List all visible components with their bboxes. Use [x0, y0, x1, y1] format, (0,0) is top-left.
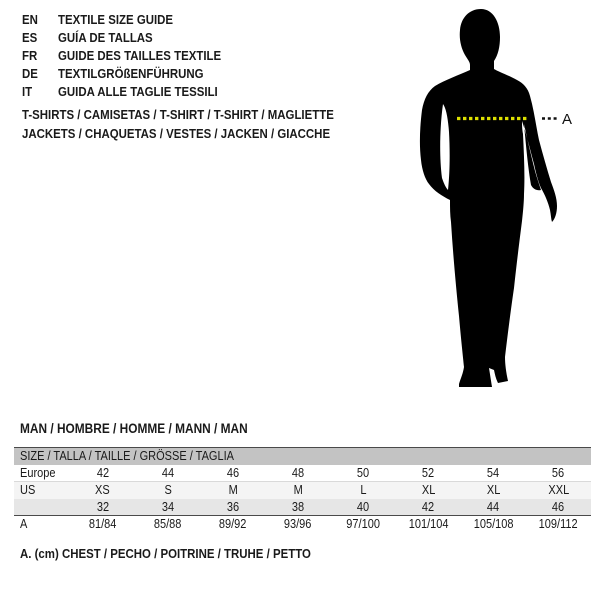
- cell: 42: [422, 500, 435, 514]
- row-label: US: [20, 483, 36, 497]
- table-row-us-letters: [14, 482, 591, 499]
- man-silhouette: [420, 9, 557, 387]
- table-row-chest-a: [14, 516, 591, 533]
- category-tshirts: T-SHIRTS / CAMISETAS / T-SHIRT / T-SHIRT / MAGLIETTE: [22, 107, 334, 122]
- cell: S: [164, 483, 172, 497]
- cell: 46: [552, 500, 565, 514]
- lang-code: EN: [22, 12, 38, 27]
- lang-row-fr: [22, 47, 243, 65]
- cell: 42: [96, 466, 109, 480]
- cell: XL: [421, 483, 435, 497]
- cell: 105/108: [473, 517, 514, 531]
- category-jackets: JACKETS / CHAQUETAS / VESTES / JACKEN / GIACCHE: [22, 126, 331, 141]
- lang-code: FR: [22, 48, 38, 63]
- cell: 50: [356, 466, 370, 480]
- row-label: A: [20, 517, 28, 531]
- lang-title: TEXTILE SIZE GUIDE: [58, 12, 174, 27]
- lang-title: GUIDE DES TAILLES TEXTILE: [58, 48, 222, 63]
- cell: M: [228, 483, 238, 497]
- cell: 34: [161, 500, 174, 514]
- cell: 109/112: [538, 517, 578, 531]
- cell: 32: [96, 500, 109, 514]
- cell: 36: [226, 500, 239, 514]
- cell: 97/100: [346, 517, 380, 531]
- table-row-europe: [14, 465, 591, 482]
- cell: 93/96: [284, 517, 312, 531]
- cell: 85/88: [153, 517, 182, 531]
- lang-code: IT: [22, 84, 33, 99]
- lang-title: GUÍA DE TALLAS: [58, 30, 153, 45]
- cell: 54: [487, 466, 500, 480]
- measure-label-a: A: [562, 111, 573, 128]
- cell: XXL: [548, 483, 569, 497]
- table-row-us-numbers: [14, 499, 591, 516]
- size-table-header: SIZE / TALLA / TAILLE / GRÖSSE / TAGLIA: [14, 448, 591, 465]
- language-list: [22, 11, 243, 101]
- lang-row-es: [22, 29, 243, 47]
- cell: 48: [291, 466, 305, 480]
- cell: 81/84: [88, 517, 117, 531]
- cell: XL: [486, 483, 501, 497]
- measurement-note: A. (cm) CHEST / PECHO / POITRINE / TRUHE / PETTO: [20, 546, 311, 561]
- cell: XS: [95, 483, 110, 497]
- lang-row-it: [22, 83, 243, 101]
- cell: 44: [161, 466, 174, 480]
- cell: L: [359, 483, 367, 497]
- row-label: Europe: [20, 466, 56, 480]
- cell: 52: [422, 466, 435, 480]
- lang-title: TEXTILGRÖßENFÜHRUNG: [58, 66, 204, 81]
- cell: 89/92: [219, 517, 247, 531]
- cell: 101/104: [408, 517, 449, 531]
- cell: 44: [487, 500, 500, 514]
- lang-code: DE: [22, 66, 38, 81]
- cell: M: [293, 483, 303, 497]
- category-list: [22, 105, 376, 143]
- cell: 56: [552, 466, 565, 480]
- cell: 46: [226, 466, 239, 480]
- lang-row-en: [22, 11, 243, 29]
- cell: 38: [291, 500, 305, 514]
- man-silhouette-svg: [395, 0, 600, 400]
- cell: 40: [356, 500, 370, 514]
- lang-code: ES: [22, 30, 38, 45]
- lang-title: GUIDA ALLE TAGLIE TESSILI: [58, 84, 218, 99]
- lang-row-de: [22, 65, 243, 83]
- man-silhouette-figure: [395, 0, 600, 400]
- size-table: [14, 447, 591, 533]
- gender-heading: MAN / HOMBRE / HOMME / MANN / MAN: [20, 421, 248, 436]
